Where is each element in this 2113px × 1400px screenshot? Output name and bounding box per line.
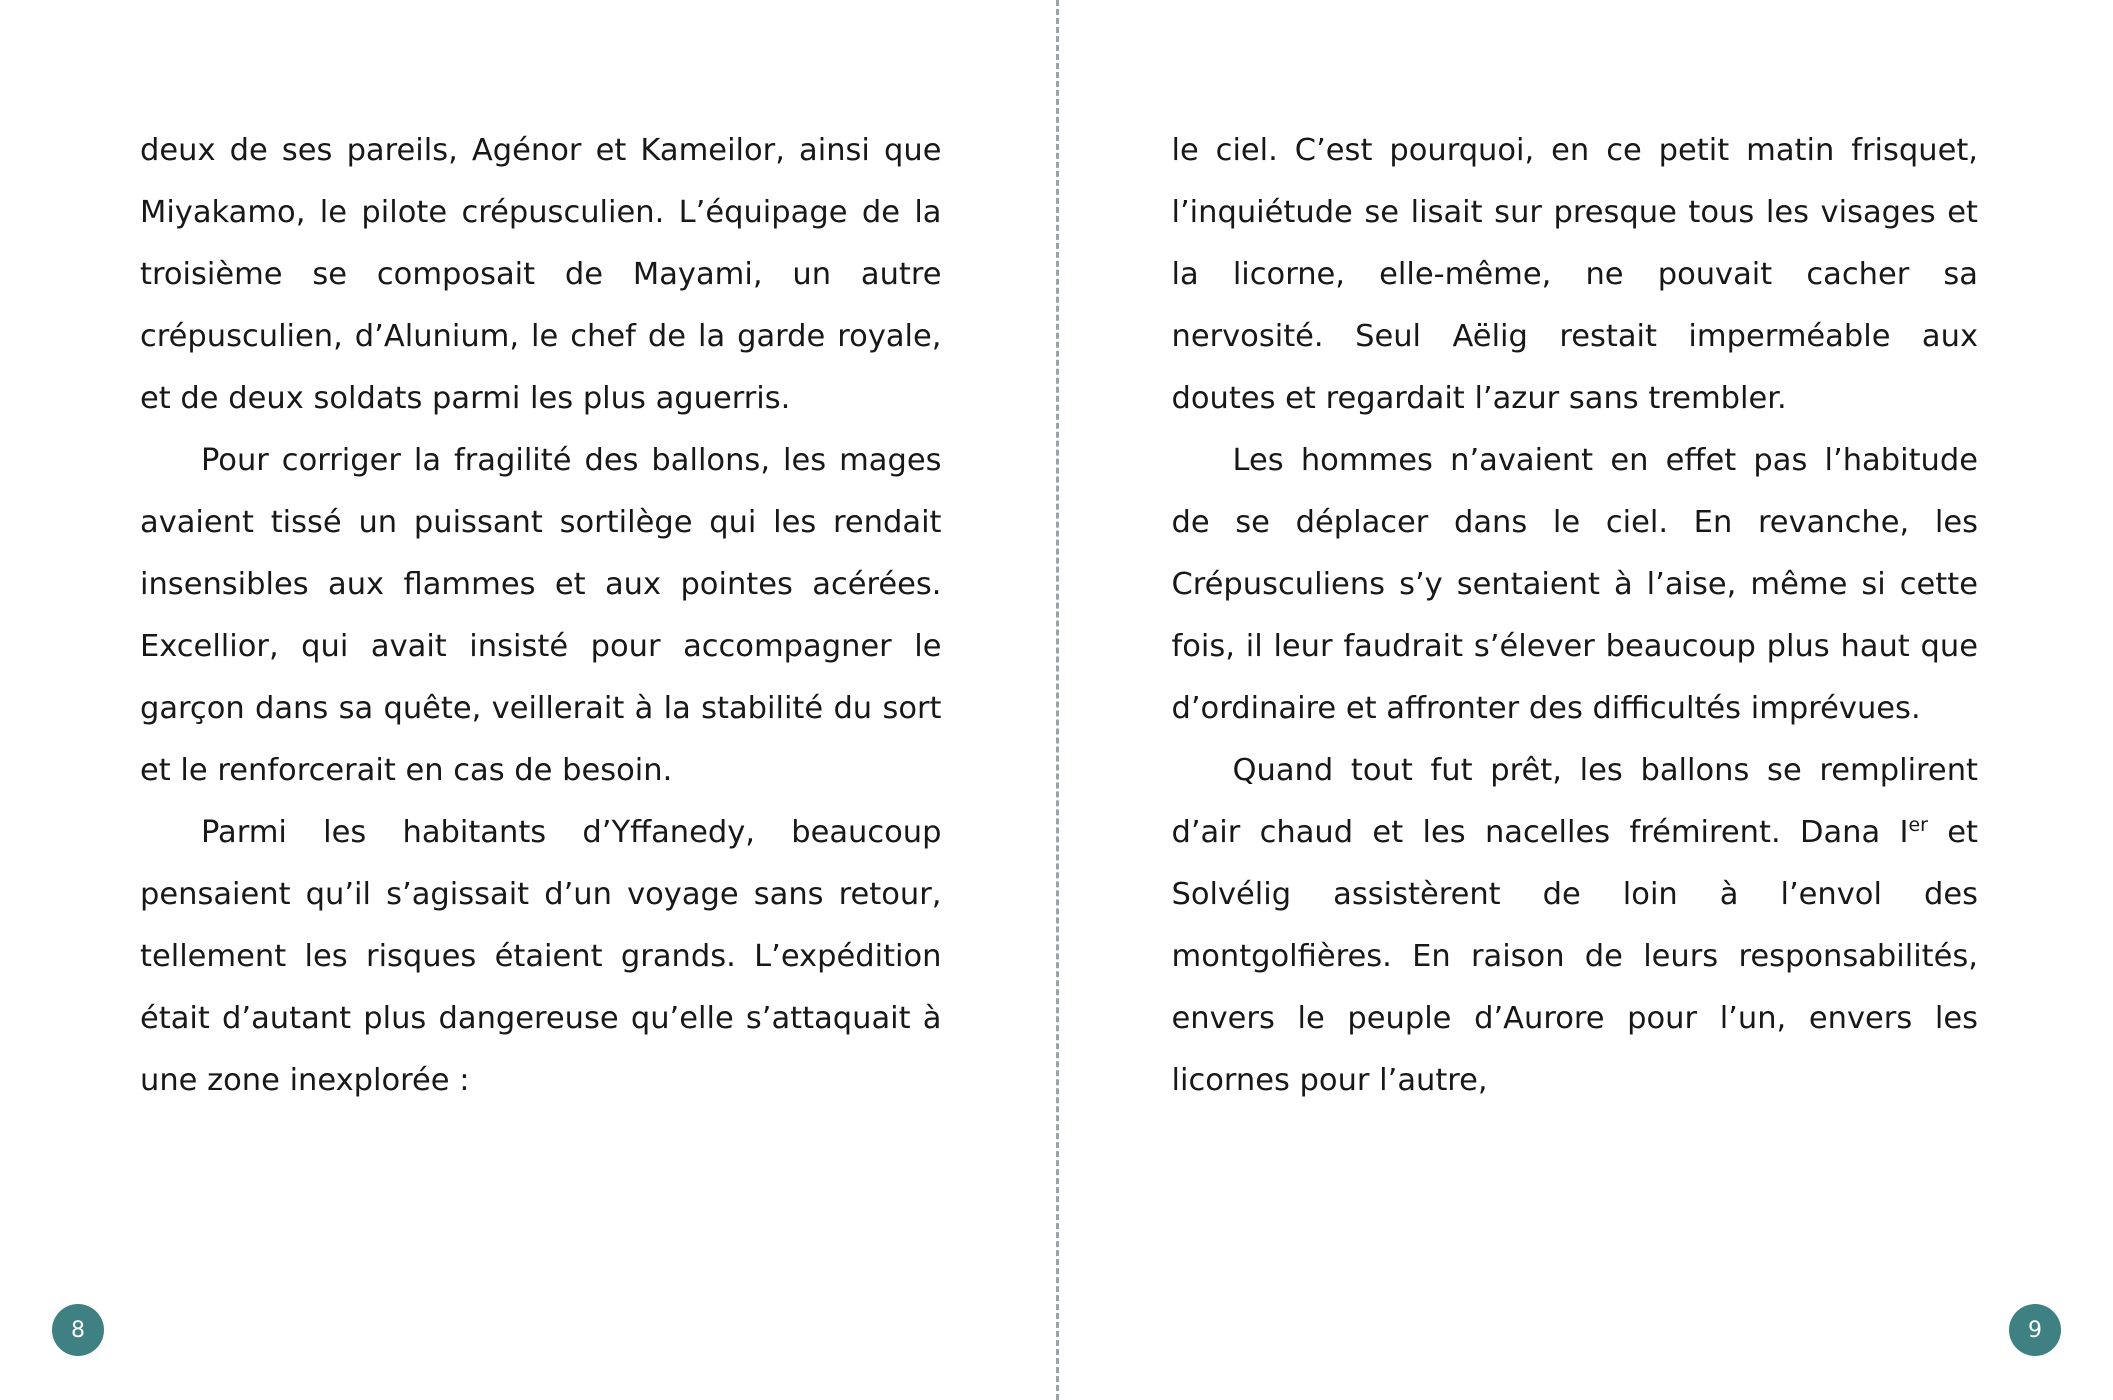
paragraph: Pour corriger la fragilité des ballons, les mages avaient tissé un puissant sortilège qui les rendait insensibles aux flammes et aux pointes acérées. Excellior, qui avait insisté pour accompagner le garçon dans sa quête, veillerait à la stabilité du sort et le renforcerait en cas de besoin. <box>140 443 942 788</box>
paragraph-with-superscript: Quand tout fut prêt, les ballons se remplirent d’air chaud et les nacelles frémirent. Dana Ier et Solvélig assistèrent de loin à l’envol des montgolfières. En raison de leurs responsabilités, envers le peuple d’Aurore pour l’un, envers les licornes pour l’autre, <box>1171 753 1979 1098</box>
page-number-badge: 9 <box>2009 1304 2061 1356</box>
paragraph: Parmi les habitants d’Yffanedy, beaucoup pensaient qu’il s’agissait d’un voyage sans retour, tellement les risques étaient grands. L’expédition était d’autant plus dangereuse qu’elle s’attaquait à une zone inexplorée : <box>140 815 942 1098</box>
paragraph: deux de ses pareils, Agénor et Kameilor, ainsi que Miyakamo, le pilote crépusculien. L’équipage de la troisième se composait de Mayami, un autre crépusculien, d’Alunium, le chef de la garde royale, et de deux soldats parmi les plus aguerris. <box>140 133 942 416</box>
page-left-text-block <box>140 120 942 1112</box>
ordinal-superscript: er <box>1908 813 1928 836</box>
paragraph: Les hommes n’avaient en effet pas l’habitude de se déplacer dans le ciel. En revanche, les Crépusculiens s’y sentaient à l’aise, même si cette fois, il leur faudrait s’élever beaucoup plus haut que d’ordinaire et affronter des difficultés imprévues. <box>1171 443 1978 726</box>
page-number-badge: 8 <box>52 1304 104 1356</box>
page-right-text-block <box>1172 120 1979 1112</box>
spread-gutter-divider <box>1056 0 1059 1400</box>
paragraph: le ciel. C’est pourquoi, en ce petit matin frisquet, l’inquiétude se lisait sur presque tous les visages et la licorne, elle-même, ne pouvait cacher sa nervosité. Seul Aëlig restait imperméable aux doutes et regardait l’azur sans trembler. <box>1171 133 1978 416</box>
page-right <box>1057 0 2113 1400</box>
